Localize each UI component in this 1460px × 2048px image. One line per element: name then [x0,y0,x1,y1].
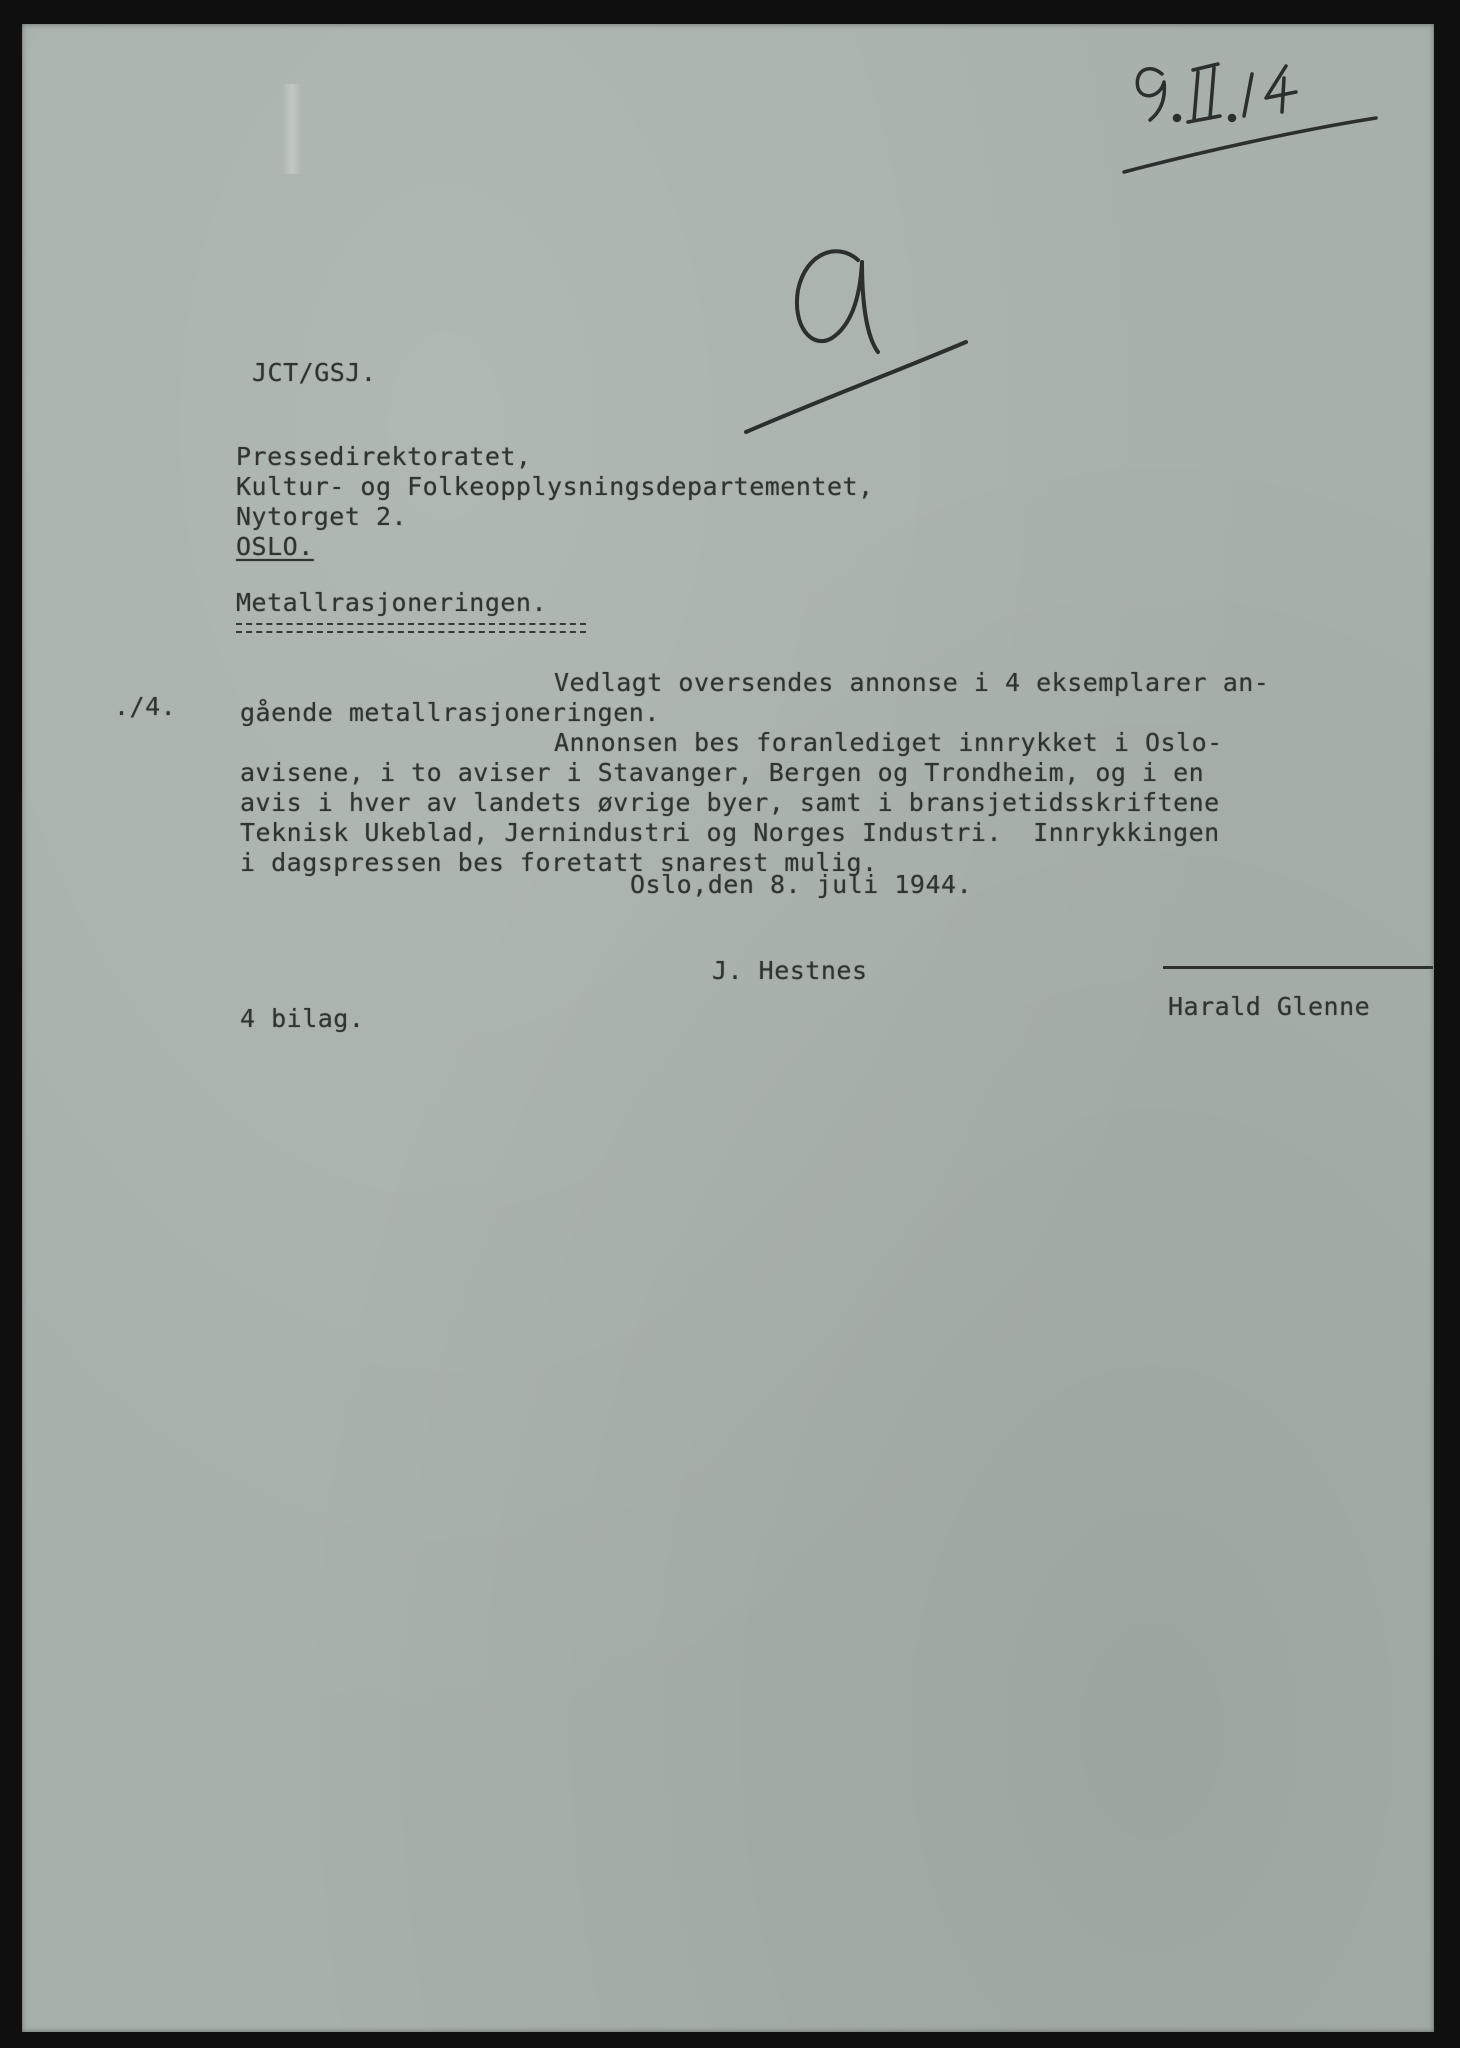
signer-left: J. Hestnes [712,956,868,985]
recipient-line-3: Nytorget 2. [236,502,408,531]
recipient-line-1: Pressedirektoratet, [236,442,532,471]
signer-right: Harald Glenne [1168,992,1371,1021]
recipient-city: OSLO. [236,532,314,561]
body-p1-line2: gående metallrasjoneringen. [240,698,660,727]
body-p1-line1: Vedlagt oversendes annonse i 4 eksemplarer an- [554,668,1270,697]
subject-line: Metallrasjoneringen. [236,588,548,617]
document-page [22,24,1434,2032]
paper-crease [282,84,302,174]
margin-note: ./4. [114,692,177,721]
body-p2-line2: avisene, i to aviser i Stavanger, Bergen og Trondheim, og i en [240,758,1205,787]
reference-code: JCT/GSJ. [252,358,377,387]
body-p2-line5: i dagspressen bes foretatt snarest mulig. [240,848,878,877]
body-p2-line1: Annonsen bes foranlediget innrykket i Oslo- [554,728,1223,757]
body-p2-line3: avis i hver av landets øvrige byer, samt i bransjetidsskriftene [240,788,1220,817]
place-and-date: Oslo,den 8. juli 1944. [630,870,973,899]
subject-double-underline [236,623,586,633]
signature-line [1163,966,1433,969]
body-p2-line4: Teknisk Ukeblad, Jernindustri og Norges Industri. Innrykkingen [240,818,1220,847]
recipient-line-2: Kultur- og Folkeopplysningsdepartementet, [236,472,874,501]
enclosures-note: 4 bilag. [240,1004,365,1033]
